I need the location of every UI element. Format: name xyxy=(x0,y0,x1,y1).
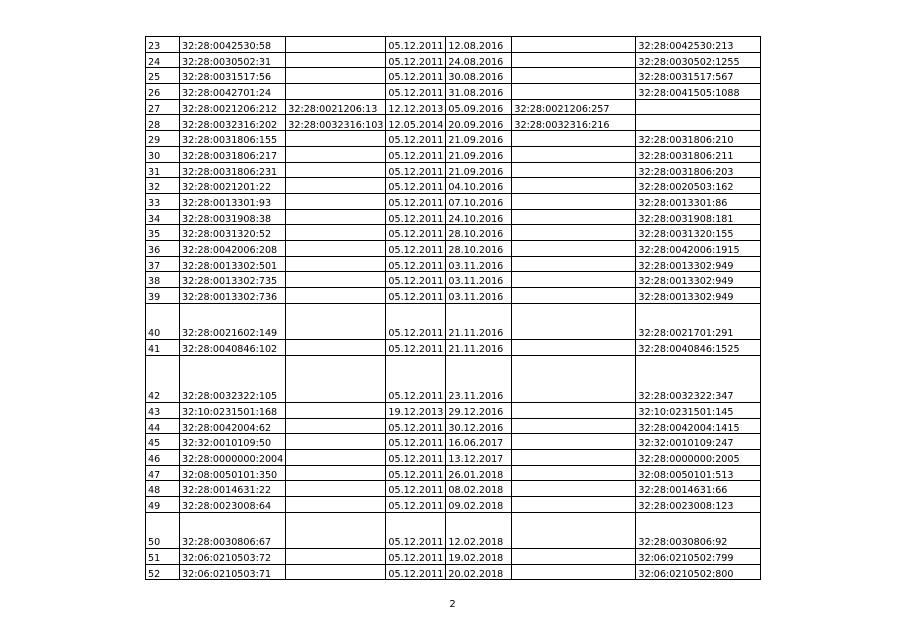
target-number-cell: 32:28:0014631:66 xyxy=(636,481,761,497)
related-number-cell xyxy=(286,146,386,162)
row-number-cell: 23 xyxy=(146,37,180,53)
target-number-cell: 32:06:0210502:799 xyxy=(636,549,761,565)
table-row xyxy=(146,84,761,100)
action-date-cell: 30.08.2016 xyxy=(446,68,512,84)
action-date-cell: 03.11.2016 xyxy=(446,272,512,288)
target-number-cell: 32:28:0031806:210 xyxy=(636,131,761,147)
row-number-cell: 38 xyxy=(146,272,180,288)
cadastral-number-cell: 32:28:0031806:231 xyxy=(180,162,286,178)
result-number-cell xyxy=(512,418,636,434)
table-row xyxy=(146,209,761,225)
registration-date-cell: 12.12.2013 xyxy=(386,99,446,115)
cadastral-number-cell: 32:28:0021206:212 xyxy=(180,99,286,115)
row-number-cell: 40 xyxy=(146,303,180,339)
registration-date-cell: 05.12.2011 xyxy=(386,549,446,565)
row-number-cell: 27 xyxy=(146,99,180,115)
related-number-cell xyxy=(286,162,386,178)
cadastral-number-cell: 32:28:0042006:208 xyxy=(180,240,286,256)
table-row xyxy=(146,418,761,434)
row-number-cell: 52 xyxy=(146,564,180,580)
cadastral-number-cell: 32:28:0031517:56 xyxy=(180,68,286,84)
action-date-cell: 20.09.2016 xyxy=(446,115,512,131)
registration-date-cell: 05.12.2011 xyxy=(386,178,446,194)
action-date-cell: 21.11.2016 xyxy=(446,303,512,339)
table-row xyxy=(146,564,761,580)
action-date-cell: 13.12.2017 xyxy=(446,449,512,465)
action-date-cell: 05.09.2016 xyxy=(446,99,512,115)
table-row xyxy=(146,449,761,465)
table-row xyxy=(146,256,761,272)
records-table xyxy=(145,36,761,580)
cadastral-number-cell: 32:06:0210503:71 xyxy=(180,564,286,580)
registration-date-cell: 05.12.2011 xyxy=(386,37,446,53)
result-number-cell xyxy=(512,225,636,241)
target-number-cell: 32:28:0042004:1415 xyxy=(636,418,761,434)
related-number-cell xyxy=(286,303,386,339)
target-number-cell: 32:28:0031806:211 xyxy=(636,146,761,162)
registration-date-cell: 05.12.2011 xyxy=(386,355,446,402)
cadastral-number-cell: 32:32:0010109:50 xyxy=(180,434,286,450)
target-number-cell: 32:28:0031320:155 xyxy=(636,225,761,241)
result-number-cell xyxy=(512,68,636,84)
target-number-cell: 32:28:0021701:291 xyxy=(636,303,761,339)
table-row xyxy=(146,288,761,304)
target-number-cell: 32:28:0023008:123 xyxy=(636,496,761,512)
target-number-cell: 32:28:0013302:949 xyxy=(636,288,761,304)
row-number-cell: 37 xyxy=(146,256,180,272)
row-number-cell: 24 xyxy=(146,52,180,68)
result-number-cell xyxy=(512,564,636,580)
related-number-cell xyxy=(286,496,386,512)
registration-date-cell: 05.12.2011 xyxy=(386,68,446,84)
related-number-cell xyxy=(286,209,386,225)
cadastral-number-cell: 32:28:0042530:58 xyxy=(180,37,286,53)
target-number-cell: 32:28:0041505:1088 xyxy=(636,84,761,100)
cadastral-number-cell: 32:28:0031908:38 xyxy=(180,209,286,225)
related-number-cell xyxy=(286,84,386,100)
table-row xyxy=(146,272,761,288)
action-date-cell: 21.11.2016 xyxy=(446,340,512,356)
result-number-cell xyxy=(512,131,636,147)
action-date-cell: 28.10.2016 xyxy=(446,240,512,256)
registration-date-cell: 05.12.2011 xyxy=(386,564,446,580)
table-row xyxy=(146,402,761,418)
related-number-cell xyxy=(286,52,386,68)
row-number-cell: 43 xyxy=(146,402,180,418)
target-number-cell: 32:32:0010109:247 xyxy=(636,434,761,450)
cadastral-number-cell: 32:28:0014631:22 xyxy=(180,481,286,497)
registration-date-cell: 05.12.2011 xyxy=(386,84,446,100)
target-number-cell: 32:28:0042530:213 xyxy=(636,37,761,53)
result-number-cell xyxy=(512,162,636,178)
result-number-cell xyxy=(512,512,636,548)
target-number-cell: 32:28:0031908:181 xyxy=(636,209,761,225)
cadastral-number-cell: 32:28:0030502:31 xyxy=(180,52,286,68)
registration-date-cell: 05.12.2011 xyxy=(386,193,446,209)
related-number-cell xyxy=(286,178,386,194)
target-number-cell: 32:28:0042006:1915 xyxy=(636,240,761,256)
table-row xyxy=(146,340,761,356)
action-date-cell: 23.11.2016 xyxy=(446,355,512,402)
action-date-cell: 21.09.2016 xyxy=(446,146,512,162)
action-date-cell: 12.08.2016 xyxy=(446,37,512,53)
related-number-cell xyxy=(286,131,386,147)
action-date-cell: 08.02.2018 xyxy=(446,481,512,497)
target-number-cell: 32:28:0000000:2005 xyxy=(636,449,761,465)
row-number-cell: 51 xyxy=(146,549,180,565)
records-table-body xyxy=(146,37,761,580)
action-date-cell: 16.06.2017 xyxy=(446,434,512,450)
related-number-cell xyxy=(286,37,386,53)
action-date-cell: 24.10.2016 xyxy=(446,209,512,225)
result-number-cell xyxy=(512,146,636,162)
row-number-cell: 35 xyxy=(146,225,180,241)
table-row xyxy=(146,162,761,178)
registration-date-cell: 05.12.2011 xyxy=(386,418,446,434)
related-number-cell xyxy=(286,225,386,241)
cadastral-number-cell: 32:28:0031806:217 xyxy=(180,146,286,162)
target-number-cell: 32:28:0031517:567 xyxy=(636,68,761,84)
table-row xyxy=(146,434,761,450)
result-number-cell xyxy=(512,549,636,565)
row-number-cell: 30 xyxy=(146,146,180,162)
cadastral-number-cell: 32:28:0023008:64 xyxy=(180,496,286,512)
target-number-cell xyxy=(636,99,761,115)
table-row xyxy=(146,240,761,256)
target-number-cell: 32:28:0013301:86 xyxy=(636,193,761,209)
row-number-cell: 42 xyxy=(146,355,180,402)
cadastral-number-cell: 32:28:0042004:62 xyxy=(180,418,286,434)
result-number-cell xyxy=(512,193,636,209)
registration-date-cell: 05.12.2011 xyxy=(386,209,446,225)
related-number-cell xyxy=(286,564,386,580)
related-number-cell xyxy=(286,402,386,418)
page-number: 2 xyxy=(449,599,456,610)
action-date-cell: 30.12.2016 xyxy=(446,418,512,434)
registration-date-cell: 05.12.2011 xyxy=(386,465,446,481)
cadastral-number-cell: 32:28:0013302:501 xyxy=(180,256,286,272)
table-row xyxy=(146,355,761,402)
registration-date-cell: 05.12.2011 xyxy=(386,512,446,548)
registration-date-cell: 05.12.2011 xyxy=(386,272,446,288)
cadastral-number-cell: 32:28:0013302:736 xyxy=(180,288,286,304)
target-number-cell: 32:28:0013302:949 xyxy=(636,272,761,288)
cadastral-number-cell: 32:28:0031806:155 xyxy=(180,131,286,147)
result-number-cell xyxy=(512,240,636,256)
table-row xyxy=(146,549,761,565)
row-number-cell: 33 xyxy=(146,193,180,209)
registration-date-cell: 05.12.2011 xyxy=(386,52,446,68)
table-row xyxy=(146,178,761,194)
action-date-cell: 26.01.2018 xyxy=(446,465,512,481)
table-row xyxy=(146,52,761,68)
target-number-cell: 32:28:0032322:347 xyxy=(636,355,761,402)
row-number-cell: 26 xyxy=(146,84,180,100)
target-number-cell xyxy=(636,115,761,131)
action-date-cell: 19.02.2018 xyxy=(446,549,512,565)
action-date-cell: 09.02.2018 xyxy=(446,496,512,512)
cadastral-number-cell: 32:28:0032322:105 xyxy=(180,355,286,402)
cadastral-number-cell: 32:28:0000000:2004 xyxy=(180,449,286,465)
row-number-cell: 44 xyxy=(146,418,180,434)
result-number-cell xyxy=(512,465,636,481)
row-number-cell: 49 xyxy=(146,496,180,512)
action-date-cell: 12.02.2018 xyxy=(446,512,512,548)
result-number-cell: 32:28:0032316:216 xyxy=(512,115,636,131)
table-row xyxy=(146,131,761,147)
row-number-cell: 29 xyxy=(146,131,180,147)
cadastral-number-cell: 32:08:0050101:350 xyxy=(180,465,286,481)
table-row xyxy=(146,68,761,84)
related-number-cell xyxy=(286,288,386,304)
related-number-cell xyxy=(286,465,386,481)
cadastral-number-cell: 32:10:0231501:168 xyxy=(180,402,286,418)
cadastral-number-cell: 32:28:0040846:102 xyxy=(180,340,286,356)
target-number-cell: 32:28:0030502:1255 xyxy=(636,52,761,68)
related-number-cell xyxy=(286,449,386,465)
result-number-cell xyxy=(512,178,636,194)
result-number-cell: 32:28:0021206:257 xyxy=(512,99,636,115)
registration-date-cell: 05.12.2011 xyxy=(386,288,446,304)
result-number-cell xyxy=(512,355,636,402)
related-number-cell xyxy=(286,68,386,84)
row-number-cell: 48 xyxy=(146,481,180,497)
target-number-cell: 32:28:0020503:162 xyxy=(636,178,761,194)
related-number-cell xyxy=(286,512,386,548)
related-number-cell xyxy=(286,240,386,256)
result-number-cell xyxy=(512,256,636,272)
result-number-cell xyxy=(512,37,636,53)
registration-date-cell: 05.12.2011 xyxy=(386,256,446,272)
action-date-cell: 20.02.2018 xyxy=(446,564,512,580)
table-row xyxy=(146,99,761,115)
table-row xyxy=(146,481,761,497)
row-number-cell: 34 xyxy=(146,209,180,225)
action-date-cell: 29.12.2016 xyxy=(446,402,512,418)
row-number-cell: 46 xyxy=(146,449,180,465)
result-number-cell xyxy=(512,434,636,450)
row-number-cell: 45 xyxy=(146,434,180,450)
row-number-cell: 41 xyxy=(146,340,180,356)
related-number-cell: 32:28:0032316:103 xyxy=(286,115,386,131)
cadastral-number-cell: 32:28:0042701:24 xyxy=(180,84,286,100)
target-number-cell: 32:28:0030806:92 xyxy=(636,512,761,548)
action-date-cell: 04.10.2016 xyxy=(446,178,512,194)
result-number-cell xyxy=(512,52,636,68)
cadastral-number-cell: 32:28:0021201:22 xyxy=(180,178,286,194)
related-number-cell xyxy=(286,418,386,434)
table-row xyxy=(146,146,761,162)
related-number-cell xyxy=(286,481,386,497)
table-row xyxy=(146,193,761,209)
result-number-cell xyxy=(512,209,636,225)
result-number-cell xyxy=(512,303,636,339)
row-number-cell: 32 xyxy=(146,178,180,194)
registration-date-cell: 05.12.2011 xyxy=(386,240,446,256)
action-date-cell: 07.10.2016 xyxy=(446,193,512,209)
cadastral-number-cell: 32:28:0032316:202 xyxy=(180,115,286,131)
result-number-cell xyxy=(512,288,636,304)
registration-date-cell: 05.12.2011 xyxy=(386,496,446,512)
related-number-cell xyxy=(286,549,386,565)
registration-date-cell: 05.12.2011 xyxy=(386,481,446,497)
related-number-cell xyxy=(286,434,386,450)
row-number-cell: 36 xyxy=(146,240,180,256)
cadastral-number-cell: 32:28:0013302:735 xyxy=(180,272,286,288)
registration-date-cell: 05.12.2011 xyxy=(386,434,446,450)
registration-date-cell: 05.12.2011 xyxy=(386,340,446,356)
row-number-cell: 47 xyxy=(146,465,180,481)
table-row xyxy=(146,115,761,131)
result-number-cell xyxy=(512,84,636,100)
registration-date-cell: 12.05.2014 xyxy=(386,115,446,131)
row-number-cell: 39 xyxy=(146,288,180,304)
action-date-cell: 31.08.2016 xyxy=(446,84,512,100)
target-number-cell: 32:28:0040846:1525 xyxy=(636,340,761,356)
action-date-cell: 21.09.2016 xyxy=(446,162,512,178)
row-number-cell: 31 xyxy=(146,162,180,178)
action-date-cell: 03.11.2016 xyxy=(446,256,512,272)
cadastral-number-cell: 32:28:0021602:149 xyxy=(180,303,286,339)
target-number-cell: 32:28:0031806:203 xyxy=(636,162,761,178)
registration-date-cell: 05.12.2011 xyxy=(386,162,446,178)
action-date-cell: 24.08.2016 xyxy=(446,52,512,68)
related-number-cell xyxy=(286,256,386,272)
row-number-cell: 50 xyxy=(146,512,180,548)
target-number-cell: 32:06:0210502:800 xyxy=(636,564,761,580)
related-number-cell xyxy=(286,355,386,402)
table-row xyxy=(146,225,761,241)
registration-date-cell: 05.12.2011 xyxy=(386,449,446,465)
action-date-cell: 21.09.2016 xyxy=(446,131,512,147)
cadastral-number-cell: 32:06:0210503:72 xyxy=(180,549,286,565)
table-row xyxy=(146,512,761,548)
result-number-cell xyxy=(512,449,636,465)
cadastral-number-cell: 32:28:0031320:52 xyxy=(180,225,286,241)
registration-date-cell: 05.12.2011 xyxy=(386,146,446,162)
result-number-cell xyxy=(512,272,636,288)
row-number-cell: 28 xyxy=(146,115,180,131)
table-row xyxy=(146,303,761,339)
target-number-cell: 32:28:0013302:949 xyxy=(636,256,761,272)
related-number-cell: 32:28:0021206:13 xyxy=(286,99,386,115)
result-number-cell xyxy=(512,496,636,512)
table-row xyxy=(146,496,761,512)
target-number-cell: 32:08:0050101:513 xyxy=(636,465,761,481)
table-row xyxy=(146,37,761,53)
action-date-cell: 03.11.2016 xyxy=(446,288,512,304)
registration-date-cell: 19.12.2013 xyxy=(386,402,446,418)
table-row xyxy=(146,465,761,481)
related-number-cell xyxy=(286,193,386,209)
result-number-cell xyxy=(512,402,636,418)
cadastral-number-cell: 32:28:0030806:67 xyxy=(180,512,286,548)
action-date-cell: 28.10.2016 xyxy=(446,225,512,241)
result-number-cell xyxy=(512,340,636,356)
related-number-cell xyxy=(286,340,386,356)
registration-date-cell: 05.12.2011 xyxy=(386,131,446,147)
result-number-cell xyxy=(512,481,636,497)
registration-date-cell: 05.12.2011 xyxy=(386,303,446,339)
cadastral-number-cell: 32:28:0013301:93 xyxy=(180,193,286,209)
registration-date-cell: 05.12.2011 xyxy=(386,225,446,241)
row-number-cell: 25 xyxy=(146,68,180,84)
target-number-cell: 32:10:0231501:145 xyxy=(636,402,761,418)
related-number-cell xyxy=(286,272,386,288)
